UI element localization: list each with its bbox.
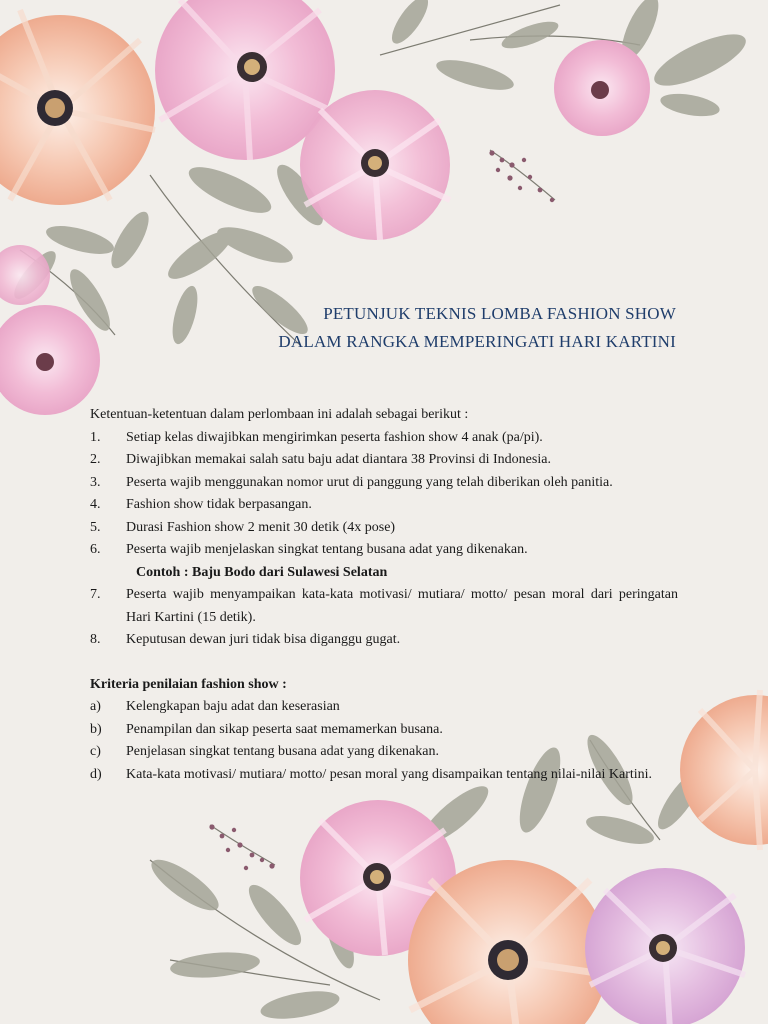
title-line-2: DALAM RANGKA MEMPERINGATI HARI KARTINI [278, 332, 676, 351]
rule-item [90, 584, 678, 629]
rules-list-continued [90, 584, 678, 652]
rule-text: Durasi Fashion show 2 menit 30 detik (4x pose) [126, 519, 396, 535]
flower-pink-small-top-right [554, 40, 650, 136]
rule-number: 2. [90, 452, 101, 467]
criteria-item [90, 764, 678, 787]
criteria-list [90, 696, 678, 786]
rule-item [90, 539, 678, 562]
criteria-item [90, 719, 678, 742]
flower-lilac-bottom-right [585, 868, 745, 1024]
criteria-item [90, 741, 678, 764]
document-title [278, 300, 676, 356]
rule-item [90, 427, 678, 450]
rule-number: 3. [90, 474, 101, 490]
flower-peach-right-edge [680, 690, 768, 850]
criteria-text: Kelengkapan baju adat dan keserasian [126, 699, 340, 714]
flower-peach-bottom [408, 860, 610, 1024]
rule-item [90, 449, 678, 472]
criteria-letter: a) [90, 699, 101, 714]
rule-item [90, 494, 678, 517]
document-body [90, 404, 678, 786]
criteria-text: Penampilan dan sikap peserta saat memamerkan busana. [126, 721, 443, 737]
criteria-letter: d) [90, 766, 102, 782]
rule-number: 6. [90, 542, 101, 557]
criteria-text: Kata-kata motivasi/ mutiara/ motto/ pesan moral yang disampaikan tentang nilai-nilai Kartini. [126, 766, 653, 782]
rule-item [90, 517, 678, 540]
rule-number: 7. [90, 587, 101, 602]
criteria-letter: b) [90, 721, 102, 737]
rule-number: 5. [90, 519, 101, 535]
rule-item [90, 629, 678, 652]
rule-text: Diwajibkan memakai salah satu baju adat diantara 38 Provinsi di Indonesia. [126, 452, 551, 467]
flower-peach-top-left [0, 10, 155, 205]
rule-text: Peserta wajib menjelaskan singkat tentang busana adat yang dikenakan. [126, 542, 528, 557]
rule-text: Keputusan dewan juri tidak bisa diganggu gugat. [126, 632, 401, 647]
rule-text: Fashion show tidak berpasangan. [126, 497, 312, 512]
rules-list [90, 427, 678, 562]
criteria-letter: c) [90, 744, 101, 759]
example-text: Contoh : Baju Bodo dari Sulawesi Selatan [136, 564, 388, 580]
flower-pink-middle-top [300, 90, 450, 240]
rule-number: 4. [90, 497, 101, 512]
rule-text: Peserta wajib menyampaikan kata-kata motivasi/ mutiara/ motto/ pesan moral dari peringatan Hari Kartini (15 detik). [126, 587, 678, 625]
rule-item [90, 472, 678, 495]
intro-text: Ketentuan-ketentuan dalam perlombaan ini adalah sebagai berikut : [90, 407, 469, 422]
criteria-item [90, 696, 678, 719]
title-line-1: PETUNJUK TEKNIS LOMBA FASHION SHOW [323, 304, 676, 323]
criteria-title: Kriteria penilaian fashion show : [90, 676, 287, 692]
rule-number: 1. [90, 429, 101, 445]
rule-number: 8. [90, 632, 101, 647]
criteria-text: Penjelasan singkat tentang busana adat yang dikenakan. [126, 744, 439, 759]
rule-text: Peserta wajib menggunakan nomor urut di panggung yang telah diberikan oleh panitia. [126, 474, 613, 490]
rule-text: Setiap kelas diwajibkan mengirimkan peserta fashion show 4 anak (pa/pi). [126, 429, 543, 445]
